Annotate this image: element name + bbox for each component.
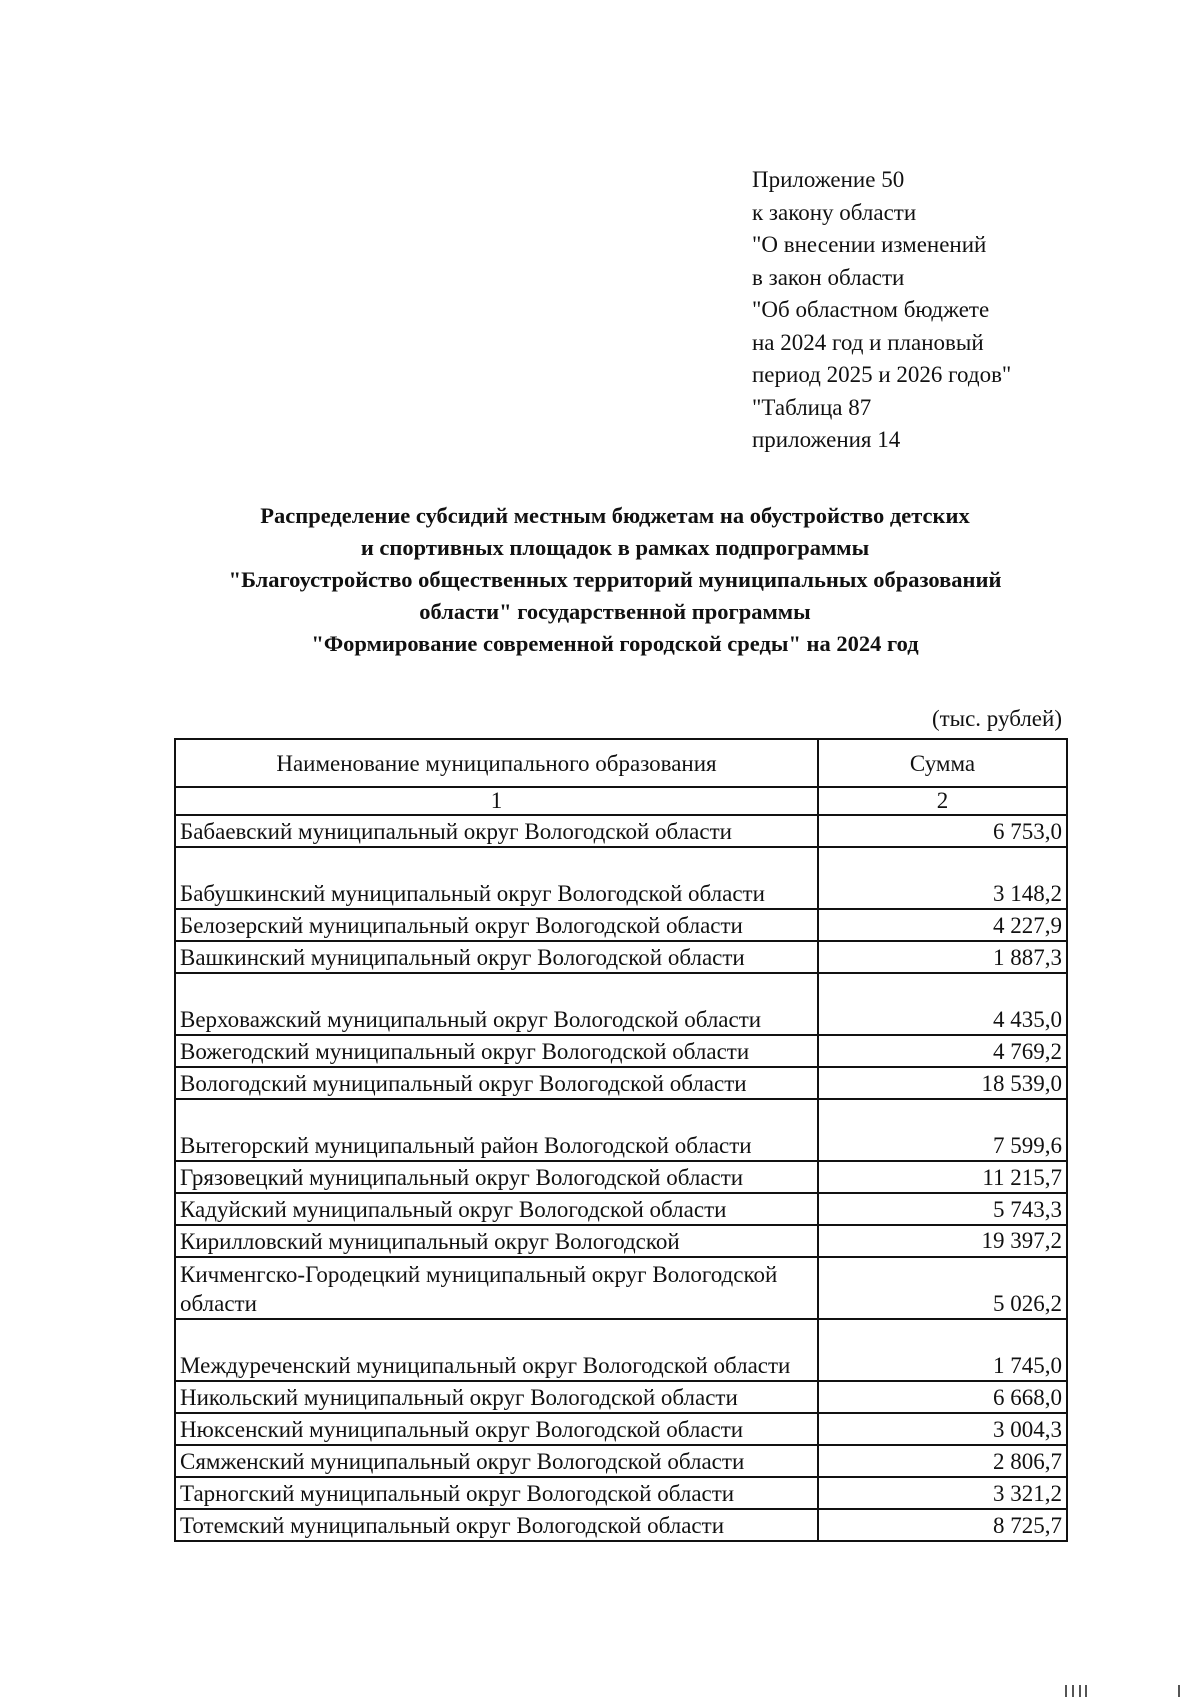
scan-marks (1065, 1681, 1195, 1697)
row-sum: 5 026,2 (818, 1257, 1067, 1319)
row-name: Верховажский муниципальный округ Вологодской области (175, 973, 818, 1035)
table-row (175, 1381, 1067, 1413)
row-name: Вожегодский муниципальный округ Вологодской области (175, 1035, 818, 1067)
row-sum: 3 148,2 (818, 847, 1067, 909)
table-row (175, 1477, 1067, 1509)
row-sum: 2 806,7 (818, 1445, 1067, 1477)
table-row (175, 1319, 1067, 1381)
row-sum: 6 753,0 (818, 815, 1067, 847)
appendix-block (752, 164, 1011, 457)
row-name: Белозерский муниципальный округ Вологодской области (175, 909, 818, 941)
table-row (175, 1067, 1067, 1099)
appendix-line: на 2024 год и плановый (752, 329, 984, 355)
table-row (175, 1193, 1067, 1225)
scan-mark (1072, 1685, 1074, 1697)
appendix-line: "О внесении изменений (752, 232, 987, 257)
subsidy-table (174, 738, 1068, 1542)
row-sum: 6 668,0 (818, 1381, 1067, 1413)
title-line: Распределение субсидий местным бюджетам на обустройство детских (260, 503, 970, 528)
appendix-line: к закону области (752, 199, 917, 225)
column-number-row (175, 787, 1067, 815)
appendix-line: приложения 14 (752, 427, 901, 452)
table-row (175, 1161, 1067, 1193)
column-number: 1 (175, 787, 818, 815)
scan-mark (1085, 1685, 1087, 1697)
row-sum: 4 769,2 (818, 1035, 1067, 1067)
row-name: Кадуйский муниципальный округ Вологодской области (175, 1193, 818, 1225)
appendix-line: "Таблица 87 (752, 394, 872, 420)
appendix-line: период 2025 и 2026 годов" (752, 362, 1012, 387)
row-name: Вытегорский муниципальный район Вологодской области (175, 1099, 818, 1161)
row-sum: 1 887,3 (818, 941, 1067, 973)
row-name: Грязовецкий муниципальный округ Вологодской области (175, 1161, 818, 1193)
row-sum: 1 745,0 (818, 1319, 1067, 1381)
row-sum: 3 321,2 (818, 1477, 1067, 1509)
row-name: Кичменгско-Городецкий муниципальный округ Вологодской области (175, 1257, 818, 1319)
row-sum: 19 397,2 (818, 1225, 1067, 1257)
document-title (150, 500, 1080, 660)
row-name: Бабушкинский муниципальный округ Вологодской области (175, 847, 818, 909)
row-name: Тарногский муниципальный округ Вологодской области (175, 1477, 818, 1509)
table-row (175, 941, 1067, 973)
table-row (175, 973, 1067, 1035)
row-name: Нюксенский муниципальный округ Вологодской области (175, 1413, 818, 1445)
table-row (175, 847, 1067, 909)
row-sum: 4 435,0 (818, 973, 1067, 1035)
appendix-line: в закон области (752, 264, 905, 290)
table-row (175, 1445, 1067, 1477)
header-sum: Сумма (818, 739, 1067, 787)
row-name: Кирилловский муниципальный округ Вологодской (175, 1225, 818, 1257)
table-row (175, 815, 1067, 847)
row-name: Бабаевский муниципальный округ Вологодской области (175, 815, 818, 847)
appendix-line: "Об областном бюджете (752, 297, 990, 322)
row-name: Вологодский муниципальный округ Вологодской области (175, 1067, 818, 1099)
table-header-row (175, 739, 1067, 787)
appendix-line: Приложение 50 (752, 167, 905, 192)
table-row (175, 1035, 1067, 1067)
header-name: Наименование муниципального образования (175, 739, 818, 787)
row-sum: 18 539,0 (818, 1067, 1067, 1099)
row-sum: 3 004,3 (818, 1413, 1067, 1445)
table-row (175, 1225, 1067, 1257)
title-line: "Формирование современной городской среды" на 2024 год (311, 631, 919, 656)
title-line: области" государственной программы (419, 599, 811, 624)
table-row (175, 1257, 1067, 1319)
table-row (175, 1413, 1067, 1445)
scan-mark (1079, 1685, 1081, 1697)
row-name: Тотемский муниципальный округ Вологодской области (175, 1509, 818, 1541)
scan-mark (1178, 1685, 1180, 1697)
table-row (175, 1509, 1067, 1541)
row-name: Сямженский муниципальный округ Вологодской области (175, 1445, 818, 1477)
row-name: Междуреченский муниципальный округ Вологодской области (175, 1319, 818, 1381)
column-number: 2 (818, 787, 1067, 815)
title-line: "Благоустройство общественных территорий муниципальных образований (228, 567, 1002, 592)
row-sum: 4 227,9 (818, 909, 1067, 941)
row-sum: 11 215,7 (818, 1161, 1067, 1193)
row-name: Никольский муниципальный округ Вологодской области (175, 1381, 818, 1413)
title-line: и спортивных площадок в рамках подпрограммы (360, 535, 870, 560)
row-name: Вашкинский муниципальный округ Вологодской области (175, 941, 818, 973)
row-sum: 7 599,6 (818, 1099, 1067, 1161)
units-label: (тыс. рублей) (931, 706, 1062, 731)
table-row (175, 909, 1067, 941)
row-sum: 5 743,3 (818, 1193, 1067, 1225)
scan-mark (1065, 1685, 1067, 1697)
table-row (175, 1099, 1067, 1161)
row-sum: 8 725,7 (818, 1509, 1067, 1541)
